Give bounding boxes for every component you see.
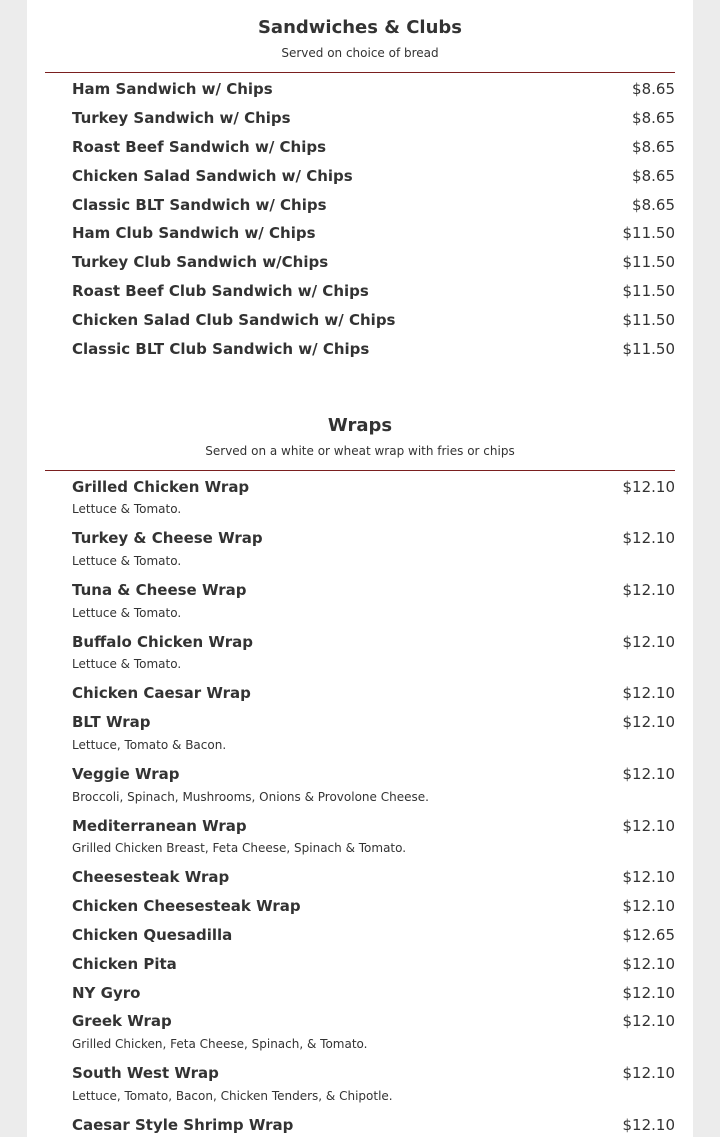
item-price: $12.10 [622,955,675,973]
item-price: $12.10 [622,1116,675,1134]
section-divider [45,470,675,471]
item-price: $8.65 [632,138,675,156]
item-name: Caesar Style Shrimp Wrap [72,1116,294,1134]
item-name: Classic BLT Club Sandwich w/ Chips [72,340,370,358]
item-price: $8.65 [632,167,675,185]
item-description: Grilled Chicken Breast, Feta Cheese, Spinach & Tomato. [72,841,407,855]
section-sandwiches-clubs [45,17,675,60]
section-wraps [45,415,675,458]
item-name: Tuna & Cheese Wrap [72,581,247,599]
item-description: Lettuce & Tomato. [72,502,182,516]
item-description: Grilled Chicken, Feta Cheese, Spinach, & Tomato. [72,1037,368,1051]
item-price: $12.10 [622,1012,675,1030]
item-price: $12.10 [622,581,675,599]
item-name: Turkey Sandwich w/ Chips [72,109,291,127]
item-name: Veggie Wrap [72,765,180,783]
item-description: Broccoli, Spinach, Mushrooms, Onions & Provolone Cheese. [72,790,429,804]
item-price: $8.65 [632,109,675,127]
item-name: Cheesesteak Wrap [72,868,230,886]
item-description: Lettuce, Tomato & Bacon. [72,738,227,752]
item-price: $11.50 [622,224,675,242]
item-name: Mediterranean Wrap [72,817,247,835]
item-price: $12.10 [622,478,675,496]
item-price: $8.65 [632,80,675,98]
item-price: $12.10 [622,897,675,915]
item-price: $12.10 [622,868,675,886]
item-price: $12.10 [622,633,675,651]
section-title: Wraps [327,415,393,436]
item-price: $12.10 [622,529,675,547]
item-name: Roast Beef Club Sandwich w/ Chips [72,282,369,300]
section-subtitle: Served on a white or wheat wrap with fries or chips [205,444,515,458]
item-price: $11.50 [622,311,675,329]
item-name: Ham Club Sandwich w/ Chips [72,224,316,242]
item-price: $8.65 [632,196,675,214]
item-name: Classic BLT Sandwich w/ Chips [72,196,327,214]
item-name: BLT Wrap [72,713,151,731]
item-name: Chicken Quesadilla [72,926,233,944]
item-price: $11.50 [622,253,675,271]
item-name: Turkey & Cheese Wrap [72,529,263,547]
item-name: Chicken Cheesesteak Wrap [72,897,301,915]
item-description: Lettuce & Tomato. [72,606,182,620]
item-name: Roast Beef Sandwich w/ Chips [72,138,327,156]
item-name: Ham Sandwich w/ Chips [72,80,273,98]
item-price: $12.65 [622,926,675,944]
item-name: Buffalo Chicken Wrap [72,633,253,651]
item-price: $12.10 [622,1064,675,1082]
item-price: $12.10 [622,817,675,835]
item-price: $12.10 [622,984,675,1002]
section-subtitle: Served on choice of bread [281,46,439,60]
item-name: Turkey Club Sandwich w/Chips [72,253,329,271]
item-price: $12.10 [622,713,675,731]
item-description: Lettuce & Tomato. [72,554,182,568]
item-price: $12.10 [622,684,675,702]
item-name: Chicken Caesar Wrap [72,684,251,702]
item-name: Chicken Salad Club Sandwich w/ Chips [72,311,396,329]
item-name: Greek Wrap [72,1012,172,1030]
item-price: $11.50 [622,282,675,300]
item-name: Chicken Salad Sandwich w/ Chips [72,167,353,185]
section-divider [45,72,675,73]
item-description: Lettuce & Tomato. [72,657,182,671]
item-price: $12.10 [622,765,675,783]
item-name: Chicken Pita [72,955,177,973]
item-price: $11.50 [622,340,675,358]
section-title: Sandwiches & Clubs [257,17,463,38]
item-name: NY Gyro [72,984,141,1002]
item-name: Grilled Chicken Wrap [72,478,250,496]
item-name: South West Wrap [72,1064,219,1082]
item-description: Lettuce, Tomato, Bacon, Chicken Tenders, & Chipotle. [72,1089,393,1103]
